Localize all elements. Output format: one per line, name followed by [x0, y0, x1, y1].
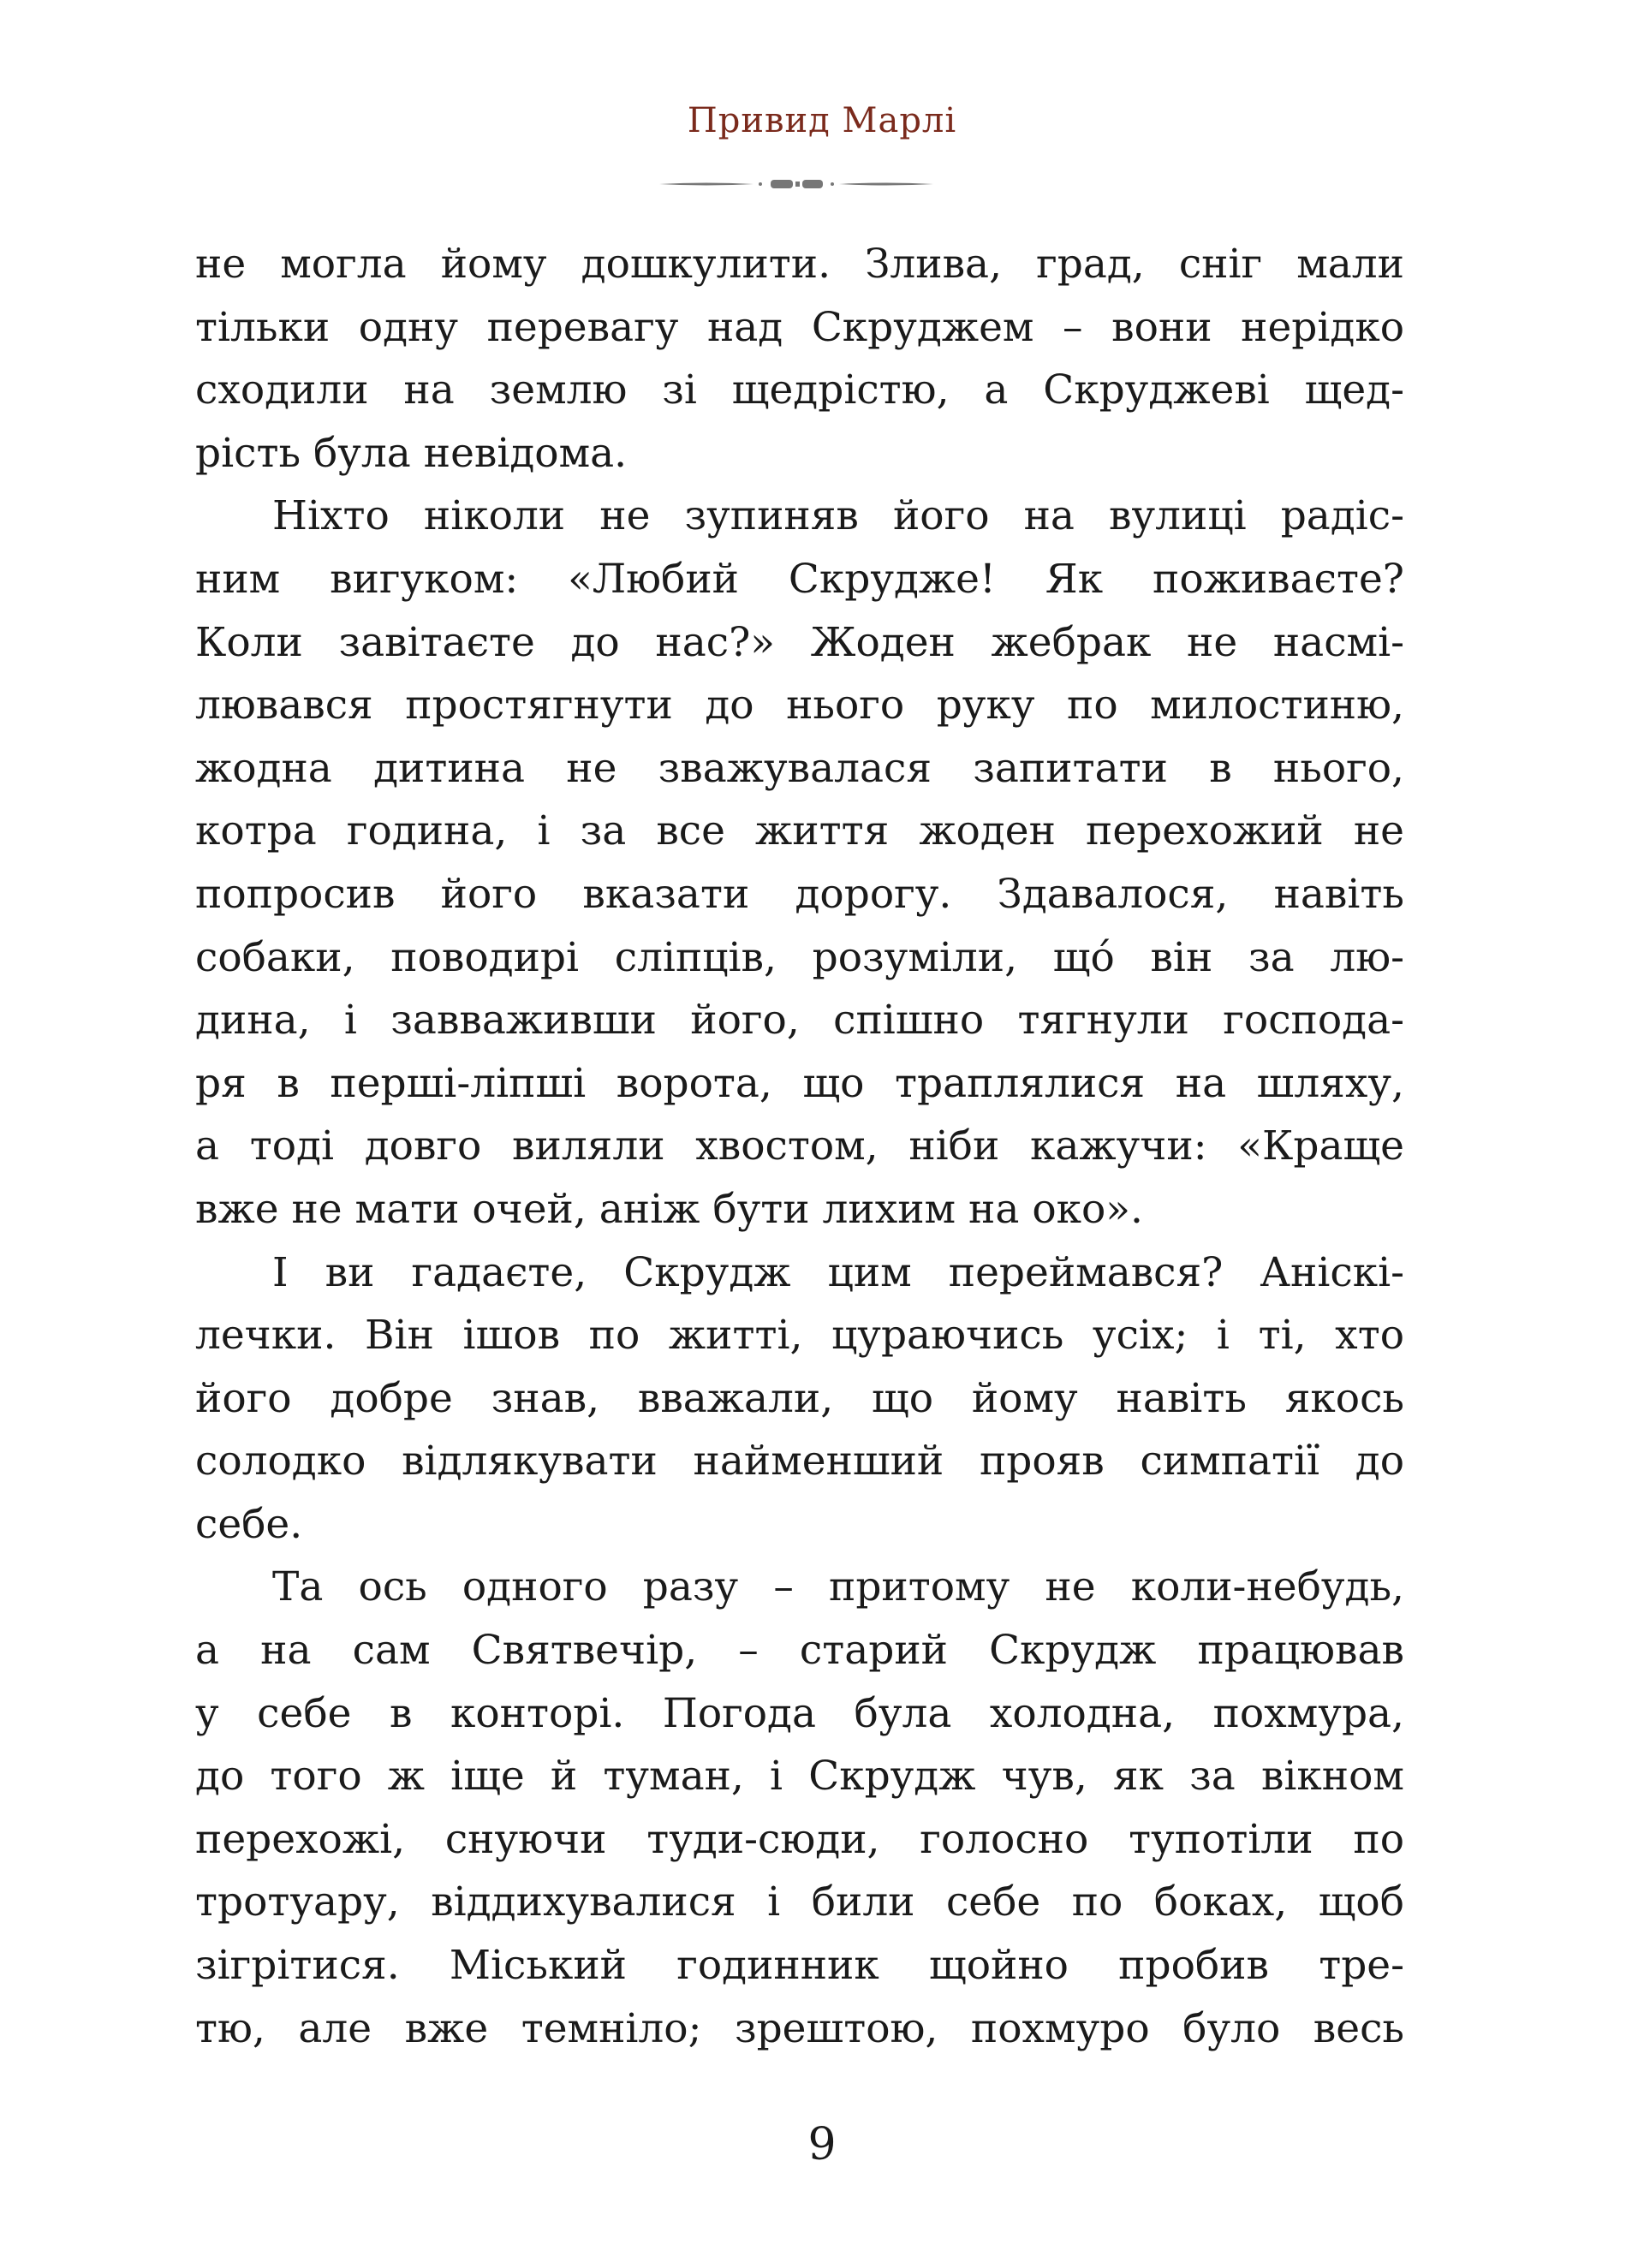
text-line: себе.: [195, 1500, 303, 1548]
text-line: зігрітися. Міський годинник щойно пробив тре-: [195, 1942, 1404, 1990]
text-line: жодна дитина не зважувалася запитати в нього,: [195, 744, 1404, 792]
text-line: лечки. Він ішов по житті, цураючись усіх; і ті, хто: [195, 1312, 1404, 1360]
text-line: котра година, і за все життя жоден перехожий не: [195, 807, 1404, 855]
text-line: вже не мати очей, аніж бути лихим на око».: [195, 1185, 1144, 1233]
text-line: лювався простягнути до нього руку по милостиню,: [195, 682, 1404, 729]
text-line: рість була невідома.: [195, 429, 628, 477]
text-line: а тоді довго виляли хвостом, ніби кажучи: «Краще: [195, 1122, 1404, 1170]
text-line: тротуару, віддихувалися і били себе по боках, щоб: [195, 1878, 1404, 1926]
text-line: тю, але вже темніло; зрештою, похмуро було весь: [195, 2004, 1404, 2052]
paragraph: [195, 1241, 1404, 1557]
text-line: не могла йому дошкулити. Злива, град, сніг мали: [195, 241, 1404, 288]
text-line: Та ось одного разу – притому не коли-небудь,: [272, 1563, 1404, 1611]
page-number: 9: [807, 2119, 837, 2170]
text-line: попросив його вказати дорогу. Здавалося, навіть: [195, 870, 1404, 918]
text-line: ря в перші-ліпші ворота, що траплялися на шляху,: [195, 1059, 1404, 1107]
text-line: солодко відлякувати найменший прояв симпатії до: [195, 1438, 1404, 1485]
text-line: тільки одну перевагу над Скруджем – вони нерідко: [195, 303, 1404, 351]
text-line: а на сам Святвечір, – старий Скрудж працював: [195, 1627, 1404, 1675]
paragraph: [195, 233, 1404, 485]
ornament-divider-icon: [655, 177, 938, 191]
paragraph: [195, 485, 1404, 1241]
text-line: ним вигуком: «Любий Скрудже! Як поживаєте?: [195, 555, 1404, 603]
text-line: перехожі, снуючи туди-сюди, голосно тупотіли по: [195, 1815, 1404, 1863]
text-line: у себе в конторі. Погода була холодна, похмура,: [195, 1689, 1404, 1737]
text-line: до того ж іще й туман, і Скрудж чув, як за вікном: [195, 1753, 1404, 1801]
text-line: сходили на землю зі щедрістю, а Скруджеві щед-: [195, 366, 1404, 414]
text-line: собаки, поводирі сліпців, розуміли, що́ він за лю-: [195, 933, 1404, 981]
text-line: його добре знав, вважали, що йому навіть якось: [195, 1374, 1404, 1422]
text-line: І ви гадаєте, Скрудж цим переймався? Аніскі-: [272, 1248, 1404, 1296]
paragraph: [195, 1556, 1404, 2060]
text-line: Коли завітаєте до нас?» Жоден жебрак не насмі-: [195, 618, 1404, 666]
text-line: Ніхто ніколи не зупиняв його на вулиці радіс-: [272, 492, 1404, 540]
page-body: [195, 233, 1404, 2060]
running-header: Привид Марлі: [687, 101, 957, 140]
text-line: дина, і завваживши його, спішно тягнули господа-: [195, 997, 1404, 1045]
